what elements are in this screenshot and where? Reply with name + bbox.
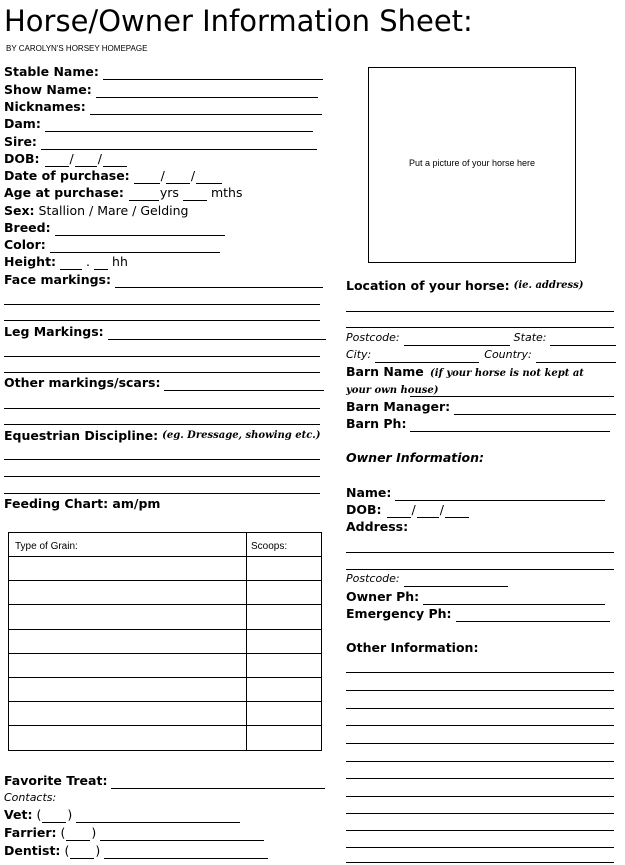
barn-name-hint: (if your horse is not kept at your own house) [346, 368, 584, 396]
barn-manager-input[interactable] [454, 402, 616, 415]
breed-label: Breed: [4, 220, 51, 235]
discipline-hint: (eg. Dressage, showing etc.) [162, 430, 321, 441]
barn-phone-label: Barn Ph: [346, 416, 407, 431]
owner-dob-field: DOB: / / [346, 502, 470, 518]
leg-markings-line-3[interactable] [4, 372, 320, 373]
other-markings-field [4, 375, 325, 391]
sex-options[interactable]: Stallion / Mare / Gelding [38, 203, 189, 218]
dam-field [4, 116, 314, 132]
location-line-2[interactable] [346, 327, 614, 328]
age-months-input[interactable] [183, 188, 207, 201]
color-input[interactable] [50, 240, 220, 253]
vet-field: Vet: ( ) [4, 807, 241, 823]
table-row[interactable] [9, 725, 321, 726]
page-title: Horse/Owner Information Sheet: [4, 4, 473, 38]
color-field [4, 237, 221, 253]
other-info-line[interactable] [346, 761, 614, 762]
owner-address-label: Address: [346, 519, 409, 534]
contacts-label: Contacts: [4, 791, 57, 804]
owner-address-field [346, 519, 408, 535]
dob-day-input[interactable] [45, 154, 69, 167]
owner-address-line-1[interactable] [346, 552, 614, 553]
farrier-label: Farrier: [4, 825, 57, 840]
state-label: State: [513, 331, 547, 344]
table-row[interactable] [9, 629, 321, 630]
horse-photo-box[interactable] [368, 67, 576, 263]
barn-phone-input[interactable] [410, 419, 610, 432]
height-label: Height: [4, 254, 57, 269]
breed-input[interactable] [55, 223, 225, 236]
table-row[interactable] [9, 580, 321, 581]
dentist-field: Dentist: ( ) [4, 843, 269, 859]
dentist-label: Dentist: [4, 843, 61, 858]
other-information-heading: Other Information: [346, 640, 479, 655]
discipline-line-3[interactable] [4, 493, 320, 494]
age-at-purchase-label: Age at purchase: [4, 185, 124, 200]
other-info-line[interactable] [346, 672, 614, 673]
byline: BY CAROLYN'S HORSEY HOMEPAGE [6, 44, 148, 53]
location-label: Location of your horse: [346, 278, 510, 293]
barn-manager-label: Barn Manager: [346, 399, 451, 414]
nicknames-label: Nicknames: [4, 99, 86, 114]
country-input[interactable] [536, 350, 616, 363]
farrier-field: Farrier: ( ) [4, 825, 265, 841]
face-markings-label: Face markings: [4, 272, 111, 287]
date-of-purchase-label: Date of purchase: [4, 168, 130, 183]
dentist-phone-input[interactable] [104, 846, 268, 859]
other-info-line[interactable] [346, 743, 614, 744]
owner-name-input[interactable] [395, 488, 605, 501]
discipline-line-2[interactable] [4, 476, 320, 477]
other-info-line[interactable] [346, 725, 614, 726]
sex-label: Sex: [4, 203, 35, 218]
state-input[interactable] [550, 333, 616, 346]
owner-phone-field [346, 589, 606, 605]
nicknames-input[interactable] [90, 102, 322, 115]
vet-area-code-input[interactable] [42, 810, 66, 823]
hh-label: hh [112, 254, 128, 269]
dob-year-input[interactable] [103, 154, 127, 167]
table-row [9, 556, 321, 557]
emergency-phone-field [346, 606, 611, 622]
show-name-label: Show Name: [4, 82, 92, 97]
face-markings-input[interactable] [115, 275, 323, 288]
location-hint: (ie. address) [513, 280, 584, 291]
other-info-line[interactable] [346, 796, 614, 797]
face-markings-line-2[interactable] [4, 304, 320, 305]
stable-name-input[interactable] [103, 67, 323, 80]
barn-name-input[interactable] [410, 396, 614, 397]
dob-field: DOB: / / [4, 151, 128, 167]
purchase-month-input[interactable] [166, 171, 190, 184]
table-row[interactable] [9, 677, 321, 678]
postcode-label: Postcode: [346, 331, 400, 344]
date-of-purchase-field: Date of purchase: / / [4, 168, 223, 184]
face-markings-field [4, 272, 324, 288]
dob-month-input[interactable] [75, 154, 97, 167]
location-field [346, 278, 584, 294]
other-markings-label: Other markings/scars: [4, 375, 161, 390]
table-column-divider [246, 533, 247, 750]
city-label: City: [346, 348, 372, 361]
height-hands-input[interactable] [60, 257, 82, 270]
owner-phone-label: Owner Ph: [346, 589, 420, 604]
emergency-phone-input[interactable] [456, 609, 610, 622]
leg-markings-line-2[interactable] [4, 356, 320, 357]
stable-name-field [4, 64, 324, 80]
stable-name-label: Stable Name: [4, 64, 99, 79]
age-at-purchase-field [4, 185, 242, 201]
dam-input[interactable] [45, 119, 313, 132]
city-input[interactable] [375, 350, 479, 363]
height-field: Height: . hh [4, 254, 128, 269]
city-country-row [346, 347, 617, 363]
height-inches-input[interactable] [94, 257, 108, 270]
barn-manager-field [346, 399, 617, 415]
nicknames-field [4, 99, 323, 115]
leg-markings-input[interactable] [108, 327, 326, 340]
owner-postcode-field [346, 571, 509, 587]
feeding-chart-table [8, 532, 322, 751]
equestrian-discipline-field [4, 428, 321, 444]
show-name-input[interactable] [96, 85, 318, 98]
owner-name-field [346, 485, 606, 501]
color-label: Color: [4, 237, 46, 252]
other-markings-line-3[interactable] [4, 424, 320, 425]
owner-name-label: Name: [346, 485, 392, 500]
yrs-label: yrs [159, 185, 179, 200]
feeding-chart-heading: Feeding Chart: am/pm [4, 496, 161, 511]
owner-postcode-input[interactable] [404, 574, 508, 587]
table-row[interactable] [9, 701, 321, 702]
country-label: Country: [484, 348, 532, 361]
owner-dob-label: DOB: [346, 502, 382, 517]
vet-phone-input[interactable] [76, 810, 240, 823]
owner-phone-input[interactable] [423, 592, 605, 605]
postcode-input[interactable] [404, 333, 510, 346]
owner-dob-year-input[interactable] [445, 505, 469, 518]
other-info-line[interactable] [346, 830, 614, 831]
mths-label: mths [210, 185, 243, 200]
scoops-column-header: Scoops: [251, 541, 288, 552]
sex-field [4, 203, 188, 219]
other-info-line[interactable] [346, 778, 614, 779]
owner-information-heading: Owner Information: [346, 450, 485, 465]
emergency-phone-label: Emergency Ph: [346, 606, 452, 621]
favorite-treat-label: Favorite Treat: [4, 773, 108, 788]
other-info-line[interactable] [346, 862, 614, 863]
equestrian-discipline-label: Equestrian Discipline: [4, 428, 159, 443]
grain-column-header: Type of Grain: [15, 541, 78, 552]
purchase-year-input[interactable] [196, 171, 222, 184]
other-markings-line-2[interactable] [4, 408, 320, 409]
farrier-phone-input[interactable] [100, 828, 264, 841]
owner-dob-month-input[interactable] [417, 505, 439, 518]
sire-input[interactable] [41, 137, 317, 150]
sire-label: Sire: [4, 134, 37, 149]
favorite-treat-input[interactable] [111, 776, 325, 789]
age-years-input[interactable] [129, 188, 159, 201]
location-line-1[interactable] [346, 311, 614, 312]
breed-field [4, 220, 226, 236]
leg-markings-label: Leg Markings: [4, 324, 104, 339]
owner-dob-day-input[interactable] [387, 505, 411, 518]
farrier-area-code-input[interactable] [66, 828, 90, 841]
favorite-treat-field [4, 773, 326, 789]
table-row[interactable] [9, 604, 321, 605]
other-info-line[interactable] [346, 847, 614, 848]
other-info-line[interactable] [346, 708, 614, 709]
table-row[interactable] [9, 653, 321, 654]
leg-markings-field [4, 324, 327, 340]
owner-address-line-2[interactable] [346, 569, 614, 570]
other-info-line[interactable] [346, 690, 614, 691]
postcode-state-row [346, 330, 617, 346]
vet-label: Vet: [4, 807, 33, 822]
owner-postcode-label: Postcode: [346, 572, 400, 585]
dam-label: Dam: [4, 116, 41, 131]
other-markings-input[interactable] [164, 378, 324, 391]
discipline-line-1[interactable] [4, 459, 320, 460]
photo-caption: Put a picture of your horse here [408, 158, 536, 168]
barn-name-label: Barn Name [346, 364, 424, 379]
other-info-line[interactable] [346, 813, 614, 814]
barn-phone-field [346, 416, 611, 432]
purchase-day-input[interactable] [134, 171, 160, 184]
face-markings-line-3[interactable] [4, 320, 320, 321]
show-name-field [4, 82, 319, 98]
dob-label: DOB: [4, 151, 40, 166]
sire-field [4, 134, 318, 150]
dentist-area-code-input[interactable] [70, 846, 94, 859]
